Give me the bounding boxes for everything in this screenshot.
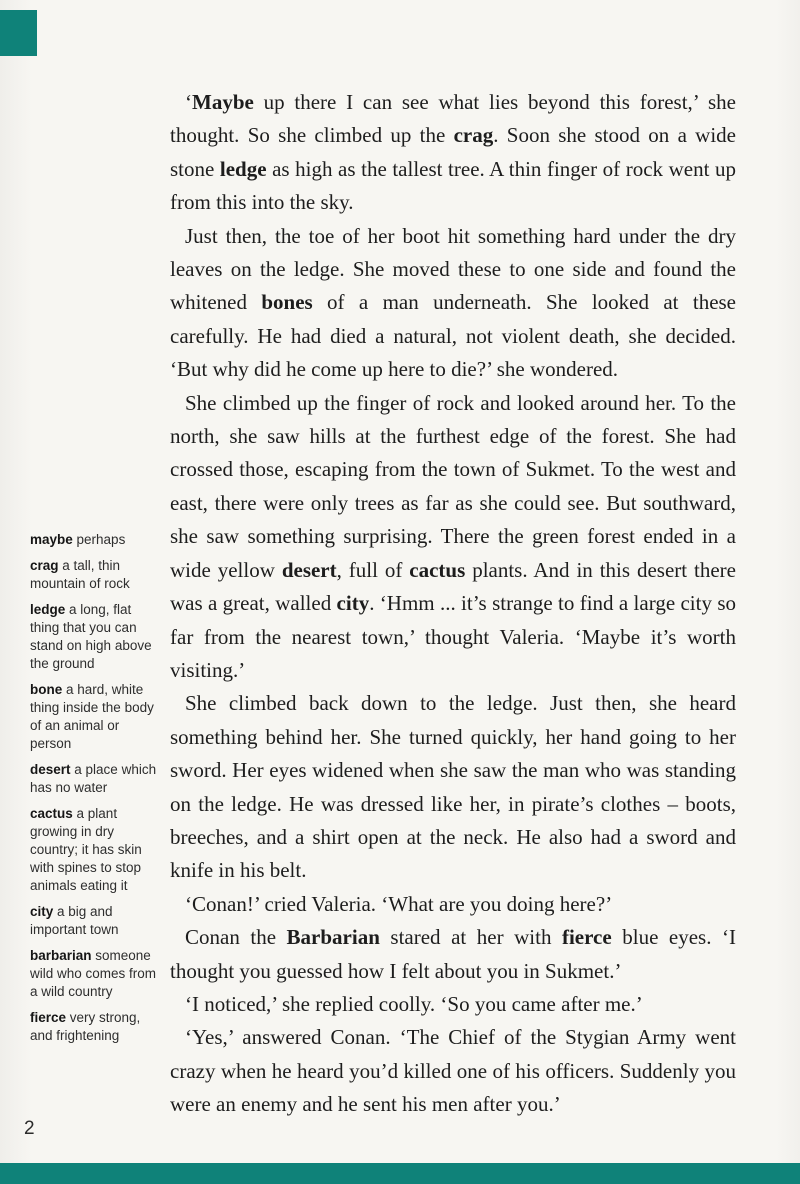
vocabulary-word: Maybe [192, 90, 254, 114]
glossary-entry: bone a hard, white thing inside the body of an animal or person [30, 682, 154, 751]
glossary-entry: fierce very strong, and frightening [30, 1010, 141, 1043]
paragraph: ‘Yes,’ answered Conan. ‘The Chief of the Stygian Army went crazy when he heard you’d killed one of his officers. Suddenly you were an enemy and he sent his men after you.’ [170, 1025, 736, 1117]
paragraph: ‘Maybe up there I can see what lies beyond this forest,’ she thought. So she climbed up the crag. Soon she stood on a wide stone ledge as high as the tallest tree. A thin finger of rock went up from this into the sky. [170, 90, 736, 215]
vocabulary-word: Barbarian [286, 925, 380, 950]
glossary-entry: maybe perhaps [30, 532, 126, 547]
glossary-term: fierce [30, 1010, 67, 1025]
glossary-term: desert [30, 762, 71, 777]
glossary-term: barbarian [30, 948, 92, 963]
page-number: 2 [24, 1118, 35, 1139]
glossary-term: maybe [30, 532, 73, 547]
bottom-accent-bar [0, 1163, 800, 1184]
paragraph: She climbed up the finger of rock and looked around her. To the north, she saw hills at the furthest edge of the forest. She had crossed those, escaping from the town of Sukmet. To the west and east, there were only trees as far as she could see. But southward, she saw something surprising. There the green forest ended in a wide yellow desert, full of cactus plants. And in this desert there was a great, walled city. ‘Hmm ... it’s strange to find a large city so far from the nearest town,’ thought Valeria. ‘Maybe it’s worth visiting.’ [170, 390, 736, 682]
paragraph: Conan the Barbarian stared at her with fierce blue eyes. ‘I thought you guessed how I felt about you in Sukmet.’ [170, 925, 736, 983]
glossary-term: cactus [30, 806, 73, 821]
glossary-entry: barbarian someone wild who comes from a wild country [30, 948, 157, 999]
vocabulary-word: bones [261, 290, 313, 315]
paragraph: She climbed back down to the ledge. Just then, she heard something behind her. She turned quickly, her hand going to her sword. Her eyes widened when she saw the man who was standing on the ledge. He was dressed like her, in pirate’s clothes – boots, breeches, and a shirt open at the neck. He also had a sword and knife in his belt. [170, 691, 736, 883]
vocabulary-word: crag [453, 123, 494, 148]
glossary-term: bone [30, 682, 63, 697]
vocabulary-word: cactus [409, 557, 466, 582]
vocabulary-word: ledge [219, 156, 267, 181]
vocabulary-word: desert [281, 557, 337, 582]
glossary-term: crag [30, 558, 59, 573]
glossary-entry: city a big and important town [30, 904, 119, 937]
glossary [30, 531, 163, 1053]
corner-accent-mark [0, 10, 37, 56]
glossary-entry: desert a place which has no water [30, 762, 157, 795]
vocabulary-word: city [336, 591, 370, 616]
glossary-entry: crag a tall, thin mountain of rock [30, 558, 130, 591]
glossary-term: city [30, 904, 54, 919]
paragraph: ‘Conan!’ cried Valeria. ‘What are you doing here?’ [185, 891, 613, 916]
glossary-entry: cactus a plant growing in dry country; it has skin with spines to stop animals eating it [30, 806, 142, 893]
paragraph: Just then, the toe of her boot hit something hard under the dry leaves on the ledge. She moved these to one side and found the whitened bones of a man underneath. She looked at these carefully. He had died a natural, not violent death, she decided. ‘But why did he come up here to die?’ she wondered. [170, 223, 737, 382]
paragraph: ‘I noticed,’ she replied coolly. ‘So you came after me.’ [185, 991, 643, 1016]
glossary-term: ledge [30, 602, 66, 617]
glossary-entry: ledge a long, flat thing that you can stand on high above the ground [30, 602, 152, 671]
story-text [170, 86, 736, 1122]
vocabulary-word: fierce [561, 925, 612, 950]
